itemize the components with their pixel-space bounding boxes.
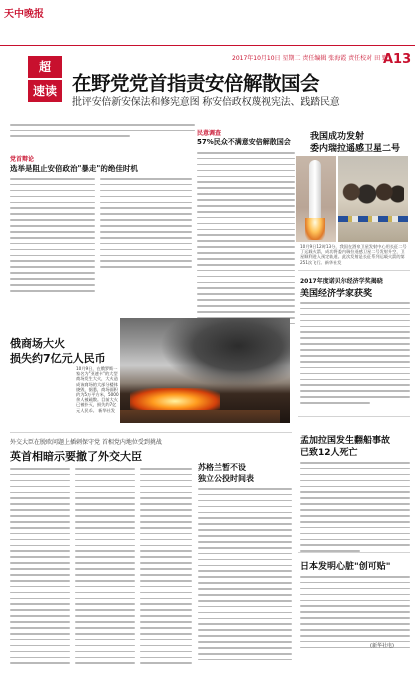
right-top-subtitle: 委内瑞拉遥感卫星二号	[310, 144, 401, 154]
header-rule	[0, 45, 415, 46]
right-top-caption: 10月9日12时13分，我国在酒泉卫星发射中心用长征二号丁运载火箭，成功将委内瑞拉遥感卫星二号发射升空，卫星顺利进入预定轨道。此次发射是长征系列运载火箭的第251次飞行。新华社发	[300, 244, 407, 265]
bottom-right-byline: (新华社电)	[370, 643, 394, 649]
lead-headline: 在野党党首指责安倍解散国会	[72, 72, 320, 95]
right-mid-kicker: 2017年度诺贝尔经济学奖揭晓	[300, 278, 383, 285]
right-top-title: 我国成功发射	[310, 132, 365, 142]
right-divider-2	[298, 416, 410, 417]
section-tag-top: 超	[28, 56, 62, 78]
bottom-mid-title-1: 苏格兰暂不设	[198, 463, 246, 472]
header-date-line: 2017年10月10日 星期二 责任编辑 张海霞 责任校对 田 野	[232, 55, 388, 62]
right-divider-1	[298, 270, 410, 271]
page-number: A13	[383, 52, 412, 67]
right-mid-body	[300, 302, 410, 408]
right-mid-title: 美国经济学家获奖	[300, 289, 373, 299]
fire-story-title-2: 损失约7亿元人民币	[10, 352, 106, 365]
bottom-left-kicker: 外交大臣在脱欧问题上插刺保守党 首相党内地位受到挑战	[10, 439, 162, 446]
right-lower-title-2: 已致12人死亡	[300, 448, 358, 458]
middle-story-title: 57%民众不满意安倍解散国会	[197, 138, 291, 146]
press-photo	[338, 156, 408, 242]
right-divider-3	[298, 552, 410, 553]
bottom-left-body-col3	[140, 468, 192, 668]
bottom-left-body	[10, 468, 70, 668]
left-story-title: 选举是阻止安倍政治"暴走"的绝佳时机	[10, 164, 138, 173]
lead-body-text	[10, 124, 195, 141]
fire-story-caption: 10月9日，在俄罗斯一家名为"亚速卡"的大型商场发生大火，大火造成该商场的大部分楼体烧毁，据悉，商场面积约为5万平方米，5000余人被疏散。目前大火已被扑灭，损失约7亿元人民币。 新华社发	[76, 366, 119, 413]
masthead-logo: 天中晚报	[4, 9, 44, 20]
bottom-right-body	[300, 576, 410, 653]
middle-story-kicker: 民意调查	[197, 130, 222, 137]
middle-story-body	[197, 152, 295, 329]
bottom-mid-title-2: 独立公投时间表	[198, 474, 254, 483]
bottom-mid-body	[198, 488, 292, 665]
left-story-body	[10, 178, 95, 296]
bottom-left-body-col2	[75, 468, 135, 668]
fire-story-title-1: 俄商场大火	[10, 337, 65, 350]
bottom-right-title: 日本发明心脏"创可贴"	[300, 562, 391, 572]
mall-fire-photo	[120, 318, 290, 423]
section-tag-bottom: 速读	[28, 80, 62, 102]
right-lower-title-1: 孟加拉国发生翻船事故	[300, 436, 391, 446]
left-story-kicker: 党首辩论	[10, 156, 35, 163]
rocket-launch-photo	[296, 156, 336, 242]
bottom-divider	[10, 432, 292, 433]
lead-subhead: 批评安倍新安保法和修宪意图 称安倍政权蔑视宪法、践踏民意	[72, 97, 340, 108]
bottom-left-title: 英首相暗示要撤了外交大臣	[10, 450, 142, 463]
left-story-body-col2	[100, 178, 192, 272]
right-lower-body	[300, 462, 410, 556]
